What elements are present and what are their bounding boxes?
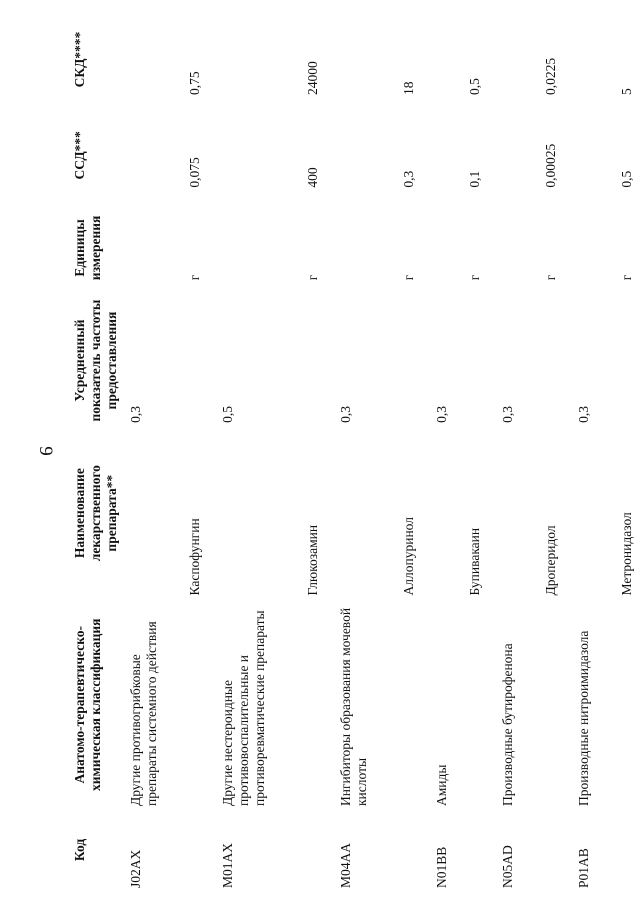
rotated-table-container bbox=[70, 10, 635, 890]
cell-name bbox=[573, 427, 616, 600]
cell-skd bbox=[573, 10, 616, 109]
cell-atc: Другие нестероидные противовоспалительные и противоревматические препараты bbox=[220, 610, 267, 806]
cell-unit bbox=[431, 202, 464, 295]
cell-code bbox=[184, 810, 217, 890]
cell-unit bbox=[335, 202, 398, 295]
table-row bbox=[573, 10, 616, 890]
cell-unit bbox=[217, 202, 302, 295]
cell-unit bbox=[573, 202, 616, 295]
cell-atc bbox=[302, 599, 335, 810]
cell-freq: 0,5 bbox=[220, 405, 236, 423]
cell-name: Бупивакаин bbox=[467, 527, 483, 596]
table-row bbox=[302, 10, 335, 890]
cell-freq: 0,3 bbox=[434, 405, 450, 423]
cell-ssd bbox=[217, 109, 302, 202]
cell-freq: 0,3 bbox=[500, 405, 516, 423]
cell-skd bbox=[335, 10, 398, 109]
cell-unit: г bbox=[305, 274, 321, 281]
cell-freq bbox=[184, 294, 217, 427]
cell-unit bbox=[497, 202, 540, 295]
cell-freq bbox=[398, 294, 431, 427]
cell-code bbox=[302, 810, 335, 890]
cell-ssd bbox=[431, 109, 464, 202]
cell-ssd bbox=[497, 109, 540, 202]
cell-name: Дроперидол bbox=[543, 525, 559, 596]
cell-code: J02AX bbox=[128, 849, 144, 888]
cell-name: Аллопуринол bbox=[401, 517, 417, 596]
cell-freq: 0,3 bbox=[576, 405, 592, 423]
cell-code: P01AB bbox=[576, 848, 592, 888]
cell-unit: г bbox=[619, 274, 635, 281]
cell-unit: г bbox=[187, 274, 203, 281]
cell-name bbox=[125, 427, 184, 600]
cell-code bbox=[398, 810, 431, 890]
cell-freq bbox=[616, 294, 640, 427]
cell-unit: г bbox=[543, 274, 559, 281]
cell-name bbox=[497, 427, 540, 600]
table-header-row bbox=[70, 10, 125, 890]
cell-ssd: 0,00025 bbox=[543, 143, 559, 188]
cell-freq bbox=[540, 294, 573, 427]
cell-skd: 18 bbox=[401, 81, 417, 95]
cell-name bbox=[217, 427, 302, 600]
cell-unit: г bbox=[401, 274, 417, 281]
cell-atc bbox=[540, 599, 573, 810]
cell-ssd bbox=[335, 109, 398, 202]
page-number: 9 bbox=[34, 446, 56, 456]
cell-skd bbox=[431, 10, 464, 109]
header-unit: Единицы измерения bbox=[72, 215, 103, 281]
table-row bbox=[335, 10, 398, 890]
header-ssd: ССД*** bbox=[72, 131, 87, 180]
cell-atc: Другие противогрибковые препараты системного действия bbox=[128, 621, 160, 806]
cell-code: N01BB bbox=[434, 846, 450, 888]
header-name: Наименование лекарственного препарата** bbox=[72, 465, 119, 562]
header-atc: Анатомо-терапевтическо-химическая классификация bbox=[72, 618, 103, 791]
cell-skd: 0,75 bbox=[187, 71, 203, 95]
cell-code: M01AX bbox=[220, 842, 236, 888]
table-row bbox=[497, 10, 540, 890]
cell-freq: 0,3 bbox=[338, 405, 354, 423]
cell-code bbox=[464, 810, 497, 890]
header-skd: СКД**** bbox=[72, 31, 87, 88]
cell-name bbox=[335, 427, 398, 600]
cell-ssd: 0,3 bbox=[401, 170, 417, 188]
table-row bbox=[125, 10, 184, 890]
cell-code bbox=[540, 810, 573, 890]
cell-ssd: 400 bbox=[305, 167, 321, 188]
cell-atc: Производные нитроимидазола bbox=[576, 630, 592, 806]
cell-code: M04AA bbox=[338, 842, 354, 888]
cell-skd bbox=[497, 10, 540, 109]
cell-atc bbox=[184, 599, 217, 810]
cell-name: Метронидазол bbox=[619, 512, 635, 596]
cell-ssd: 0,1 bbox=[467, 170, 483, 188]
cell-ssd bbox=[573, 109, 616, 202]
cell-skd: 5 bbox=[619, 88, 635, 95]
table-row bbox=[464, 10, 497, 890]
cell-name bbox=[431, 427, 464, 600]
cell-freq bbox=[302, 294, 335, 427]
cell-freq: 0,3 bbox=[128, 405, 144, 423]
cell-atc bbox=[398, 599, 431, 810]
cell-atc: Производные бутирофенона bbox=[500, 643, 516, 806]
table-row bbox=[398, 10, 431, 890]
header-code: Код bbox=[72, 838, 87, 862]
cell-atc: Амиды bbox=[434, 764, 450, 806]
cell-ssd: 0,5 bbox=[619, 170, 635, 188]
cell-freq bbox=[464, 294, 497, 427]
cell-skd bbox=[125, 10, 184, 109]
cell-skd bbox=[217, 10, 302, 109]
cell-code bbox=[616, 810, 640, 890]
cell-atc bbox=[464, 599, 497, 810]
drug-table bbox=[70, 10, 640, 890]
table-row bbox=[217, 10, 302, 890]
cell-skd: 0,5 bbox=[467, 78, 483, 95]
cell-unit bbox=[125, 202, 184, 295]
cell-ssd: 0,075 bbox=[187, 157, 203, 188]
table-row bbox=[184, 10, 217, 890]
table-row bbox=[431, 10, 464, 890]
cell-code: N05AD bbox=[500, 845, 516, 888]
cell-unit: г bbox=[467, 274, 483, 281]
cell-name: Глюкозамин bbox=[305, 524, 321, 596]
cell-ssd bbox=[125, 109, 184, 202]
header-freq: Усредненный показатель частоты предоставления bbox=[72, 299, 119, 422]
cell-atc: Ингибиторы образования мочевой кислоты bbox=[338, 607, 370, 806]
table-row bbox=[616, 10, 640, 890]
cell-name: Каспофунгин bbox=[187, 518, 203, 596]
cell-skd: 0,0225 bbox=[543, 57, 559, 95]
table-row bbox=[540, 10, 573, 890]
cell-skd: 24000 bbox=[305, 61, 321, 95]
cell-atc bbox=[616, 599, 640, 810]
